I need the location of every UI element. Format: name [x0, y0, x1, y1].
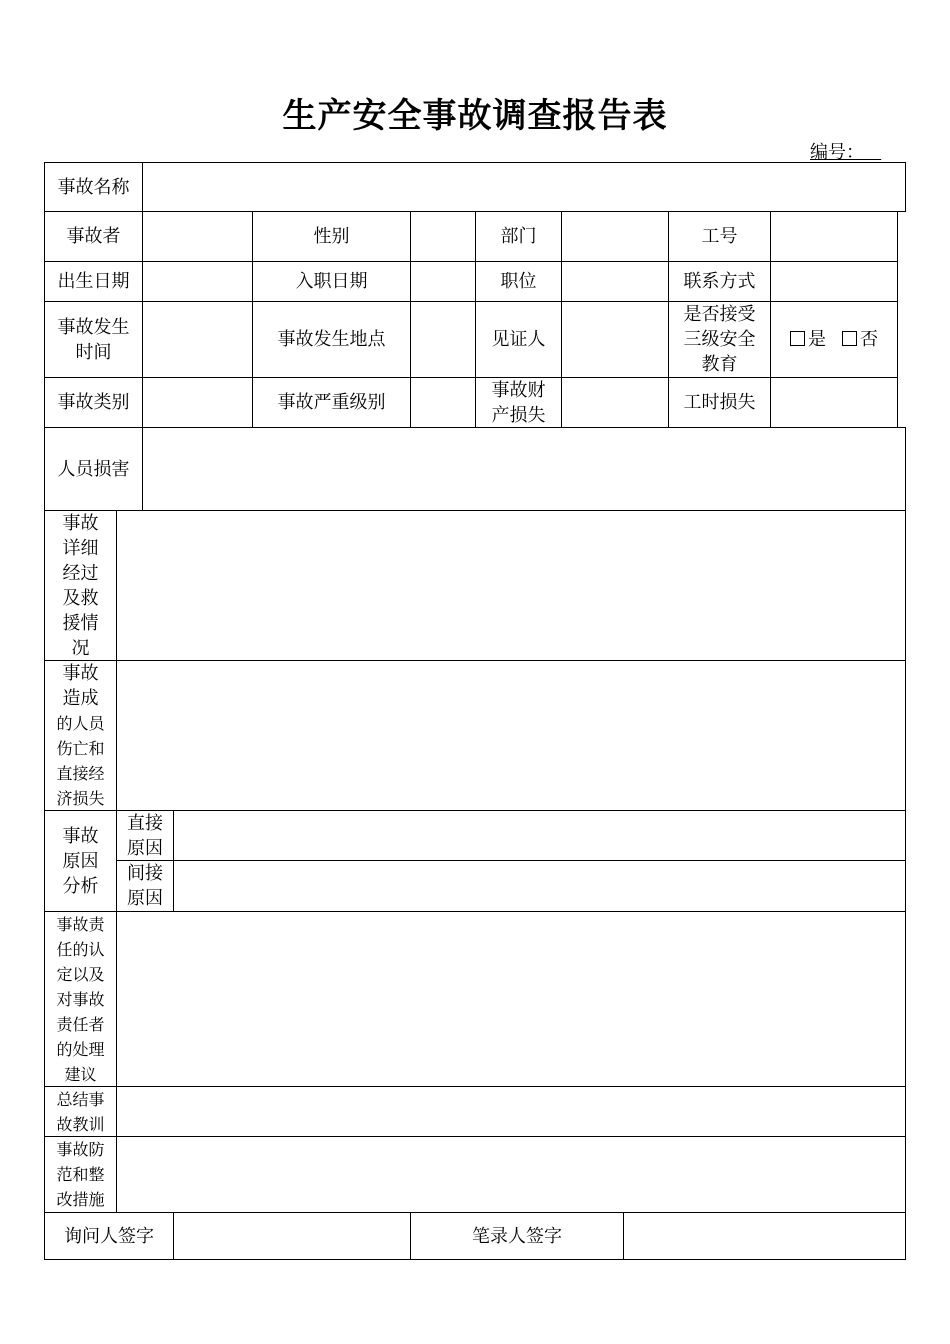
prevention-label-line: 改措施 [56, 1190, 105, 1209]
details-label-line: 及救 [62, 587, 99, 609]
responsibility-field[interactable] [116, 911, 906, 1087]
accident-time-label-line: 事故发生 [57, 316, 130, 338]
responsibility-label-line: 对事故 [56, 989, 105, 1009]
injuries-label-line: 伤亡和 [56, 738, 105, 758]
employee-no-label: 工号 [668, 211, 771, 262]
direct-cause-label-line: 直接 [127, 812, 163, 834]
lessons-label [44, 1086, 117, 1137]
gender-label: 性别 [252, 211, 411, 262]
accident-time-label-line: 时间 [75, 341, 112, 363]
accident-name-field[interactable] [142, 162, 906, 212]
property-loss-label-line: 事故财 [491, 379, 546, 401]
form-title: 生产安全事故调查报告表 [282, 96, 668, 136]
safety-education-label-line: 是否接受 [683, 304, 756, 325]
prevention-field[interactable] [116, 1136, 906, 1213]
birth-date-field[interactable] [142, 261, 253, 302]
position-label: 职位 [475, 261, 562, 302]
indirect-cause-label-line: 原因 [127, 888, 163, 909]
contact-label: 联系方式 [668, 261, 771, 302]
department-field[interactable] [561, 211, 669, 262]
direct-cause-label [116, 810, 174, 861]
accident-time-label [44, 301, 143, 378]
safety-education-options [770, 301, 898, 378]
witness-field[interactable] [561, 301, 669, 378]
responsibility-label-line: 责任者 [56, 1014, 105, 1034]
details-label-line: 经过 [62, 562, 99, 584]
casualty-field[interactable] [142, 427, 906, 511]
injuries-label-line: 直接经 [56, 763, 105, 783]
indirect-cause-label [116, 860, 174, 912]
indirect-cause-label-line: 间接 [127, 863, 163, 884]
responsibility-label-line: 定以及 [56, 964, 105, 984]
hire-date-label: 入职日期 [252, 261, 411, 302]
accident-name-label: 事故名称 [44, 162, 143, 212]
property-loss-label [475, 377, 562, 428]
prevention-label-line: 范和整 [56, 1165, 105, 1184]
prevention-label [44, 1136, 117, 1213]
category-label: 事故类别 [44, 377, 143, 428]
details-label [44, 510, 117, 661]
option-no[interactable]: 否 [842, 327, 878, 352]
recorder-sign-label: 笔录人签字 [410, 1212, 624, 1260]
recorder-sign-field[interactable] [623, 1212, 906, 1260]
injuries-label-line: 造成 [62, 687, 99, 709]
injuries-label-line: 事故 [62, 662, 99, 684]
details-label-line: 详细 [62, 537, 99, 559]
safety-education-label [668, 301, 771, 378]
property-loss-label-line: 产损失 [491, 404, 546, 426]
position-field[interactable] [561, 261, 669, 302]
checkbox-icon[interactable] [790, 331, 805, 346]
responsibility-label-line: 的处理 [56, 1039, 105, 1059]
responsibility-label [44, 911, 117, 1087]
casualty-label: 人员损害 [44, 427, 143, 511]
witness-label: 见证人 [475, 301, 562, 378]
responsibility-label-line: 事故责 [56, 914, 105, 934]
direct-cause-field[interactable] [173, 810, 906, 861]
gender-field[interactable] [410, 211, 476, 262]
accident-time-field[interactable] [142, 301, 253, 378]
details-field[interactable] [116, 510, 906, 661]
cause-analysis-label-line: 事故 [62, 825, 99, 847]
lessons-label-line: 总结事 [56, 1089, 105, 1109]
responsibility-label-line: 建议 [64, 1064, 97, 1084]
injuries-label [44, 660, 117, 811]
cause-analysis-label-line: 分析 [62, 875, 99, 897]
employee-no-field[interactable] [770, 211, 898, 262]
property-loss-field[interactable] [561, 377, 669, 428]
category-field[interactable] [142, 377, 253, 428]
inquirer-sign-field[interactable] [173, 1212, 411, 1260]
option-yes[interactable]: 是 [790, 327, 826, 352]
location-field[interactable] [410, 301, 476, 378]
department-label: 部门 [475, 211, 562, 262]
prevention-label-line: 事故防 [56, 1140, 105, 1159]
details-label-line: 事故 [62, 512, 99, 534]
victim-field[interactable] [142, 211, 253, 262]
location-label: 事故发生地点 [252, 301, 411, 378]
inquirer-sign-label: 询问人签字 [44, 1212, 174, 1260]
severity-label: 事故严重级别 [252, 377, 411, 428]
hours-lost-field[interactable] [770, 377, 898, 428]
safety-education-label-line: 教育 [701, 354, 738, 375]
checkbox-icon[interactable] [842, 331, 857, 346]
lessons-field[interactable] [116, 1086, 906, 1137]
hours-lost-label: 工时损失 [668, 377, 771, 428]
hire-date-field[interactable] [410, 261, 476, 302]
injuries-label-line: 的人员 [56, 713, 105, 733]
details-label-line: 况 [71, 637, 90, 659]
injuries-field[interactable] [116, 660, 906, 811]
lessons-label-line: 故教训 [56, 1114, 105, 1134]
safety-education-label-line: 三级安全 [683, 329, 756, 350]
severity-field[interactable] [410, 377, 476, 428]
birth-date-label: 出生日期 [44, 261, 143, 302]
cause-analysis-label [44, 810, 117, 912]
contact-field[interactable] [770, 261, 898, 302]
victim-label: 事故者 [44, 211, 143, 262]
indirect-cause-field[interactable] [173, 860, 906, 912]
responsibility-label-line: 任的认 [56, 939, 105, 959]
direct-cause-label-line: 原因 [127, 837, 163, 859]
injuries-label-line: 济损失 [56, 788, 105, 808]
cause-analysis-label-line: 原因 [62, 850, 99, 872]
serial-number-label: 编号： [810, 142, 864, 163]
details-label-line: 援情 [62, 612, 99, 634]
